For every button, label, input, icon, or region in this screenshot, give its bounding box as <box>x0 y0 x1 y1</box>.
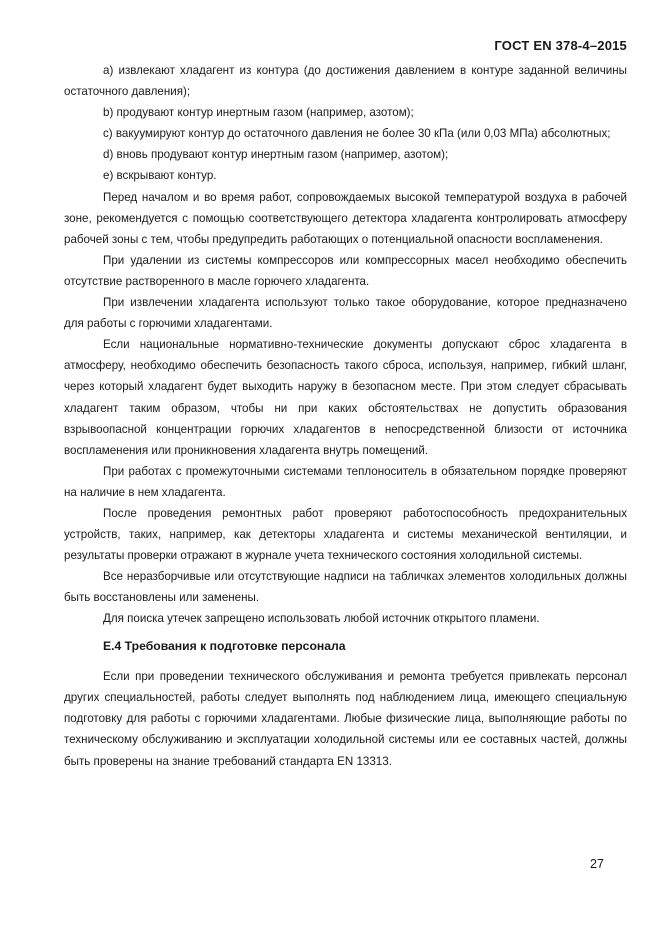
body-paragraph: При извлечении хладагента используют только такое оборудование, которое предназначено для работы с горючими хладагентами. <box>64 296 627 331</box>
step-e-paragraph: е) вскрывают контур. <box>103 169 217 183</box>
step-d-paragraph: d) вновь продувают контур инертным газом (например, азотом); <box>103 148 449 162</box>
step-b-paragraph: b) продувают контур инертным газом (например, азотом); <box>103 106 414 120</box>
body-paragraph: Если национальные нормативно-технические документы допускают сброс хладагента в атмосферу, необходимо обеспечить безопасность такого сброса, используя, например, гибкий шланг, через который хладагент будет выходить наружу в безопасном месте. При этом следует сбрасывать хладагент таким образом, чтобы ни при каких обстоятельствах не допустить образования взрывоопасной концентрации горючих хладагентов в непосредственной близости от источника воспламенения или проникновения хладагента внутрь помещений. <box>64 338 627 457</box>
body-paragraph: После проведения ремонтных работ проверяют работоспособность предохранительных устройств, таких, например, как детекторы хладагента и системы механической вентиляции, и результаты проверки отражают в журнале учета технического состояния холодильной системы. <box>64 506 627 563</box>
document-body <box>64 60 627 772</box>
step-c-paragraph: с) вакуумируют контур до остаточного давления не более 30 кПа (или 0,03 МПа) абсолютных; <box>103 127 611 141</box>
section-heading: Е.4 Требования к подготовке персонала <box>103 638 346 653</box>
body-paragraph: При работах с промежуточными системами теплоноситель в обязательном порядке проверяют на наличие в нем хладагента. <box>64 464 627 499</box>
step-a-paragraph: а) извлекают хладагент из контура (до достижения давлением в контуре заданной величины остаточного давления); <box>64 64 627 99</box>
body-paragraph: Перед началом и во время работ, сопровождаемых высокой температурой воздуха в рабочей зоне, рекомендуется с помощью соответствующего детектора хладагента контролировать атмосферу рабочей зоны с тем, чтобы предупредить работающих о потенциальной опасности воспламенения. <box>64 190 627 246</box>
body-paragraph: Все неразборчивые или отсутствующие надписи на табличках элементов холодильных должны быть восстановлены или заменены. <box>64 570 627 605</box>
document-code-header: ГОСТ EN 378-4–2015 <box>494 38 627 53</box>
body-paragraph: Для поиска утечек запрещено использовать любой источник открытого пламени. <box>103 612 540 626</box>
page-number: 27 <box>590 857 604 871</box>
section-paragraph: Если при проведении технического обслуживания и ремонта требуется привлекать персонал других специальностей, работы следует выполнять под наблюдением лица, имеющего специальную подготовку для работы с горючими хладагентами. Любые физические лица, выполняющие работы по техническому обслуживанию и эксплуатации холодильной системы или ее составных частей, должны быть проверены на знание требований стандарта EN 13313. <box>64 669 627 768</box>
body-paragraph: При удалении из системы компрессоров или компрессорных масел необходимо обеспечить отсутствие растворенного в масле горючего хладагента. <box>64 253 627 288</box>
